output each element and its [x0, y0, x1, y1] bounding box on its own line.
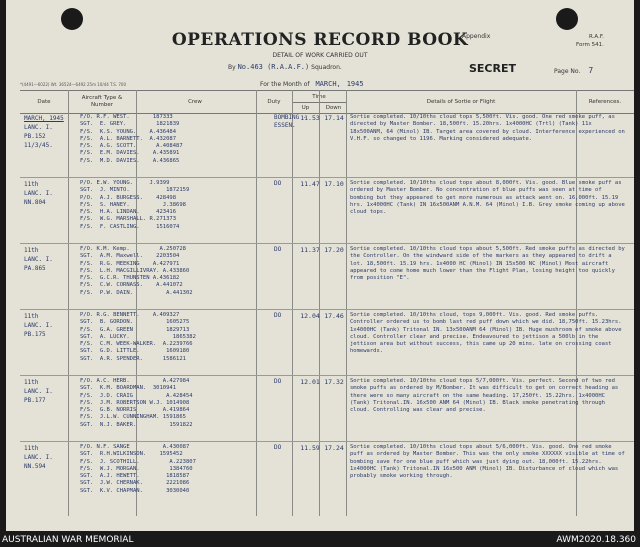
entry-divider	[20, 243, 634, 244]
sortie-entry	[20, 444, 634, 514]
entry-crew: P/O. R.G. BENNETT. A.409327 SGT. B. GORDON. 1605275 F/S. G.A. GREEN 1829713 SGT. A. LUCKY. 1865382 F/S. C.M. WEEK-WALKER. A.2239766 SGT. G.D. LITTLE. 1609180 SGT. A.R. SPENDER. 1586121	[80, 312, 196, 362]
col-references: References.	[588, 98, 622, 105]
archive-id: AWM2020.18.360	[556, 535, 636, 545]
entry-time-up: 11.47	[300, 180, 320, 188]
entry-time-down: 17.20	[324, 246, 344, 254]
classification-stamp: SECRET	[469, 62, 516, 75]
entry-crew: F/O. K.M. Kemp. A.250728 SGT. A.M. Maxwell. 2203504 F/S. R.G. MEEKING A.427971 F/S. L.H. MACGILLIVRAY. A.433860 F/S. G.C.R. THUNSTEN A.436182 F/S. C.W. CORNASS. A.441072 F/S. P.W. DAIN. A.441302	[80, 246, 193, 296]
entry-divider	[20, 441, 634, 442]
entry-date: 11th LANC. I. PA.865	[24, 247, 53, 272]
entry-duty: BOMBING - ESSEN.	[274, 114, 307, 129]
entry-time-up: 11.37	[300, 246, 320, 254]
entry-duty: DO	[274, 378, 282, 385]
col-details: Details of Sortie or Flight	[426, 98, 496, 105]
entry-details: Sortie completed. 10/10ths cloud tops about 5/6,000ft. Vis. good. One red smoke puff as ordered by Master Bomber. This was the only smoke XXXXXX visible at time of bombing save for one blue puff which was just dying out. 18,000ft. 15.22hrs. 1x4000HC (Tank) Tritonal.IN 16x500 ANM (Minol) IB. Disturbance of cloud which was probably smoke working through.	[350, 444, 625, 480]
entry-time-down: 17.24	[324, 444, 344, 452]
entry-time-up: 11.53	[300, 114, 320, 122]
punch-hole-left	[61, 8, 83, 30]
entry-date: MARCH, 1945 LANC. I. PB.152 11/3/45.	[24, 115, 64, 149]
entry-details: Sortie completed. 10/10ths cloud tops about 5,500ft. Red smoke puffs as directed by the Controller. On the windward side of the markers as they appeared to drift a lot. 18,500ft. 15.19 hrs. 1x4000 HC (Minol) IN 15x500 NC (Minol) Most aircraft appeared to come home much lower than the Flight Plan, losing height too quickly from position "E".	[350, 246, 625, 282]
entry-time-down: 17.14	[324, 114, 344, 122]
col-duty: Duty	[267, 98, 281, 105]
entry-time-up: 12.04	[300, 312, 320, 320]
form-number: R.A.F. Form 541.	[576, 34, 604, 48]
entry-details: Sortie completed. 10/10ths cloud tops about 8,000ft. Vis. good. Blue smoke puff as ordered by Master Bomber. No concentration of blue puffs was seen at time of bombing but they appeared to get more numerous as attack went on. 16,000ft. 15.19 hrs. 1x4000HC (Tank) IN 16x500ANM A.N.M. 64 (Minol) I.B. Grey smoke coming up above cloud tops.	[350, 180, 625, 216]
entry-time-up: 12.01	[300, 378, 320, 386]
entry-details: Sortie completed. 10/10ths cloud, tops 9,000ft. Vis. good. Red smoke puffs. Controller ordered us to bomb last red puff down which we did. 18,750ft. 15.23hrs. 1x4000HC (Tank) Tritonal IN. 13x500ANM 64 (Minol) IB. Huge mushroom of smoke above cloud. Controller clear and precise. Endeavoured to jettison a 500lb in the jettison area but without success, this came up 20 mins. late on crossing coast homewards.	[350, 312, 622, 355]
sortie-entry	[20, 180, 634, 244]
col-up: Up	[301, 104, 310, 111]
page-title: OPERATIONS RECORD BOOK	[171, 30, 469, 50]
sortie-entry	[20, 378, 634, 442]
entry-divider	[20, 309, 634, 310]
month-line: For the Month of MARCH, 1945	[260, 80, 364, 88]
sortie-entry	[20, 114, 634, 178]
entry-details: Sortie completed. 10/10ths cloud tops 5/7,000ft. Vis. perfect. Second of two red smoke puffs as ordered by M/Bomber. It was difficult to get on correct heading as there were so many aircraft on the same heading. 17,250ft. 15.22hrs. 1x4000HC (Tank) Tritonal.IN. 16x500 ANM 64 (Minol) IB. Black smoke penetrating through cloud. Controlling was clear and precise.	[350, 378, 619, 414]
month-value: MARCH,	[315, 80, 341, 88]
entry-date: 11th LANC. I. PB.175	[24, 313, 53, 338]
year-value: 1945	[346, 80, 364, 88]
entry-time-down: 17.46	[324, 312, 344, 320]
entry-duty: DO	[274, 180, 282, 187]
col-aircraft: Aircraft Type & Number	[81, 95, 123, 108]
column-header-row	[20, 90, 634, 114]
record-sheet	[6, 0, 634, 531]
archive-credit: AUSTRALIAN WAR MEMORIAL	[2, 535, 134, 545]
appendix-label: Appendix	[462, 33, 491, 40]
entry-time-down: 17.10	[324, 180, 344, 188]
entry-crew: F/O. N.F. SANGE A.430087 SGT. R.H.WILKINSON. 1595452 F/S. J. SCOTHILL. A.223807 F/S. W.J. MORGAN. 1384760 SGT. A.J. HEWETT. 1818587 SGT. J.W. CHERNAK. 2221086 SGT. K.V. CHAPMAN. 3030040	[80, 444, 196, 494]
col-down: Down	[319, 102, 347, 113]
col-crew: Crew	[188, 98, 202, 105]
entry-divider	[20, 375, 634, 376]
col-date: Date	[37, 98, 51, 105]
col-time: Time	[292, 91, 346, 103]
entry-duty: DO	[274, 312, 282, 319]
page-number: Page No. 7	[554, 66, 594, 75]
squadron-value: No.463 (R.A.A.F.)	[237, 63, 310, 71]
sortie-entry	[20, 246, 634, 310]
entry-duty: DO	[274, 444, 282, 451]
punch-hole-right	[556, 8, 578, 30]
entry-details: Sortie completed. 10/10ths cloud tops 5,500ft. Vis. good. One red smoke puff, as directed by Master Bomber. 18,500ft. 15.20hrs. 1x4000HC (Trtl) (Tank) 11x 18x500ANM, 64 (Minol) IB. Target area covered by cloud. Interference experienced on V.H.F. so changed to 1196. Marking considered adequate.	[350, 114, 625, 142]
entry-date: 11th LANC. I. NN.594	[24, 445, 53, 470]
entry-crew: F/O. A.C. HERB. A.427984 SGT. K.M. BOARDMAN. 3010941 F/S. J.D. CRAIG A.428454 F/S. J.M. ROBERTSON W.J. 1014908 F/S. G.B. NORRIS A.419864 F/S. J.L.W. CUNNINGHAM. 1591865 SGT. N.J. BAKER. 1591822	[80, 378, 193, 428]
entry-time-up: 11.59	[300, 444, 320, 452]
page-subtitle: DETAIL OF WORK CARRIED OUT	[272, 52, 368, 59]
sortie-entry	[20, 312, 634, 376]
entry-date: 11th LANC. I. PB.177	[24, 379, 53, 404]
entry-divider	[20, 177, 634, 178]
printer-note: *(4491—6022) Wt. 36524—6492 25m 10/44 T.S. 700	[20, 82, 127, 87]
entry-crew: F/O. R.F. WEST. 187333 SGT. E. GREY. 1821839 F/S. K.S. YOUNG. A.436484 F/S. A.L. BARNETT. A.432087 F/S. A.G. SCOTT. A.408487 F/S. E.M. DAVIES. A.435891 F/S. M.D. DAVIES. A.436865	[80, 114, 183, 164]
entry-duty: DO	[274, 246, 282, 253]
entry-time-down: 17.32	[324, 378, 344, 386]
entry-crew: P/O. E.W. YOUNG. J.9399 SGT. J. MINTO. 1872159 P/O. A.J. BURGESS. 428498 F/S. S. HANEY. J.38698 F/S. H.A. LINDAN. 423416 F/S. W.G. MARSHALL. R.271373 F/S. F. CASTLING. 1516074	[80, 180, 190, 230]
squadron-line: By No.463 (R.A.A.F.) Squadron.	[228, 63, 342, 71]
entry-date: 11th LANC. I. NN.804	[24, 181, 53, 206]
